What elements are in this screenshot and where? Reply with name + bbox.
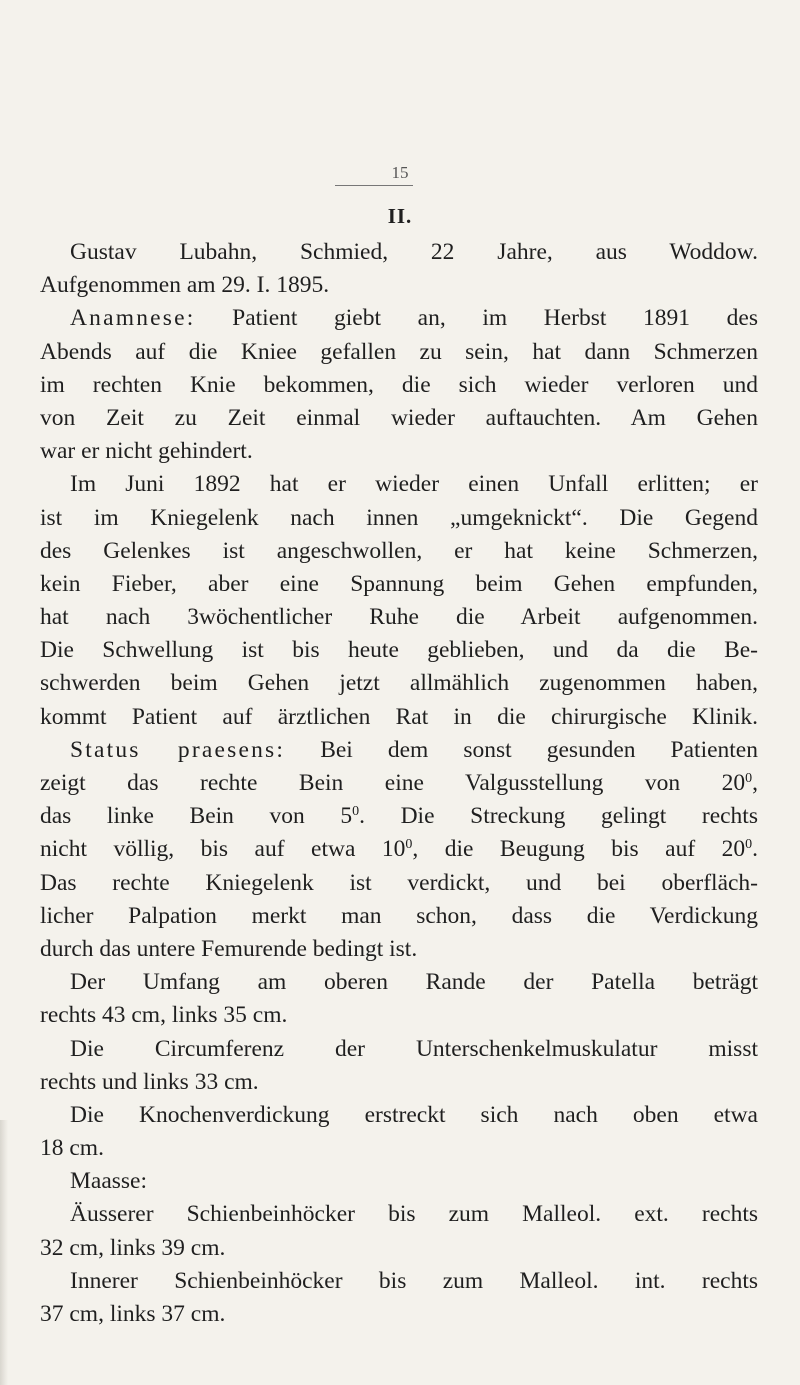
text-line: rechts und links 33 cm. [40,1068,259,1095]
text-fragment: zeigt das rechte Bein eine Valgusstellung von 20 [40,770,746,796]
degree-mark: 0 [745,837,753,853]
page-number: 15 [391,163,409,182]
text-fragment: . [752,836,758,863]
text-line [40,302,758,335]
text-line: war er nicht gehindert. [40,438,253,465]
text-line [40,833,758,866]
text-line: 18 cm. [40,1135,104,1162]
degree-mark: 0 [352,804,360,820]
text-fragment: nicht völlig, bis auf etwa 10 [40,836,406,863]
text-line: im rechten Knie bekommen, die sich wieder verloren und [40,371,758,398]
text-line [40,734,758,767]
spaced-term: Anamnese: [70,305,196,332]
text-line: Die Knochenverdickung erstreckt sich nach oben etwa [70,1101,758,1128]
text-line: 32 cm, links 39 cm. [40,1234,226,1261]
text-line: des Gelenkes ist angeschwollen, er hat keine Schmerzen, [40,537,758,564]
page-number-rule [335,185,413,186]
text-line: von Zeit zu Zeit einmal wieder auftauchten. Am Gehen [40,404,758,431]
text-line: hat nach 3wöchentlicher Ruhe die Arbeit aufgenommen. [40,604,758,631]
text-fragment: das linke Bein von 5 [40,803,353,830]
text-fragment: Bei dem sonst gesunden Patienten [285,736,758,763]
body-text [40,236,758,1331]
text-line: ist im Kniegelenk nach innen „umgeknickt“. Die Gegend [40,504,758,531]
text-line: Im Juni 1892 hat er wieder einen Unfall erlitten; er [70,471,758,498]
text-line: kommt Patient auf ärztlichen Rat in die chirurgische Klinik. [40,703,758,730]
text-fragment: , [752,770,758,796]
degree-mark: 0 [745,771,753,786]
text-line: Die Schwellung ist bis heute geblieben, und da die Be- [40,637,758,664]
degree-mark: 0 [405,837,413,853]
text-line: schwerden beim Gehen jetzt allmählich zugenommen haben, [40,670,758,697]
text-line: Innerer Schienbeinhöcker bis zum Malleol. int. rechts [70,1267,758,1294]
spaced-term: Status praesens: [70,736,286,763]
text-fragment: , die Beugung bis auf 20 [412,836,746,863]
section-heading: II. [387,204,413,228]
text-line: Aufgenommen am 29. I. 1895. [40,272,330,299]
text-line: Die Circumferenz der Unterschenkelmuskulatur misst [70,1035,758,1062]
text-fragment: Patient giebt an, im Herbst 1891 des [195,305,758,332]
text-line: durch das untere Femurende bedingt ist. [40,935,418,962]
text-line: kein Fieber, aber eine Spannung beim Gehen empfunden, [40,570,758,597]
text-line: Der Umfang am oberen Rande der Patella beträgt [70,969,758,996]
text-fragment: . Die Streckung gelingt rechts [359,803,758,830]
text-line: Gustav Lubahn, Schmied, 22 Jahre, aus Woddow. [70,239,758,265]
text-line: Äusserer Schienbeinhöcker bis zum Malleol. ext. rechts [70,1201,758,1228]
page-edge-shadow [0,1120,8,1385]
text-line: licher Palpation merkt man schon, dass die Verdickung [40,902,758,929]
text-line: Maasse: [70,1168,148,1195]
text-line: 37 cm, links 37 cm. [40,1301,226,1327]
text-line: rechts 43 cm, links 35 cm. [40,1002,288,1029]
text-line: Abends auf die Kniee gefallen zu sein, hat dann Schmerzen [40,338,758,365]
text-line [40,767,758,800]
text-line [40,800,758,833]
text-line: Das rechte Kniegelenk ist verdickt, und bei oberfläch- [40,869,758,896]
